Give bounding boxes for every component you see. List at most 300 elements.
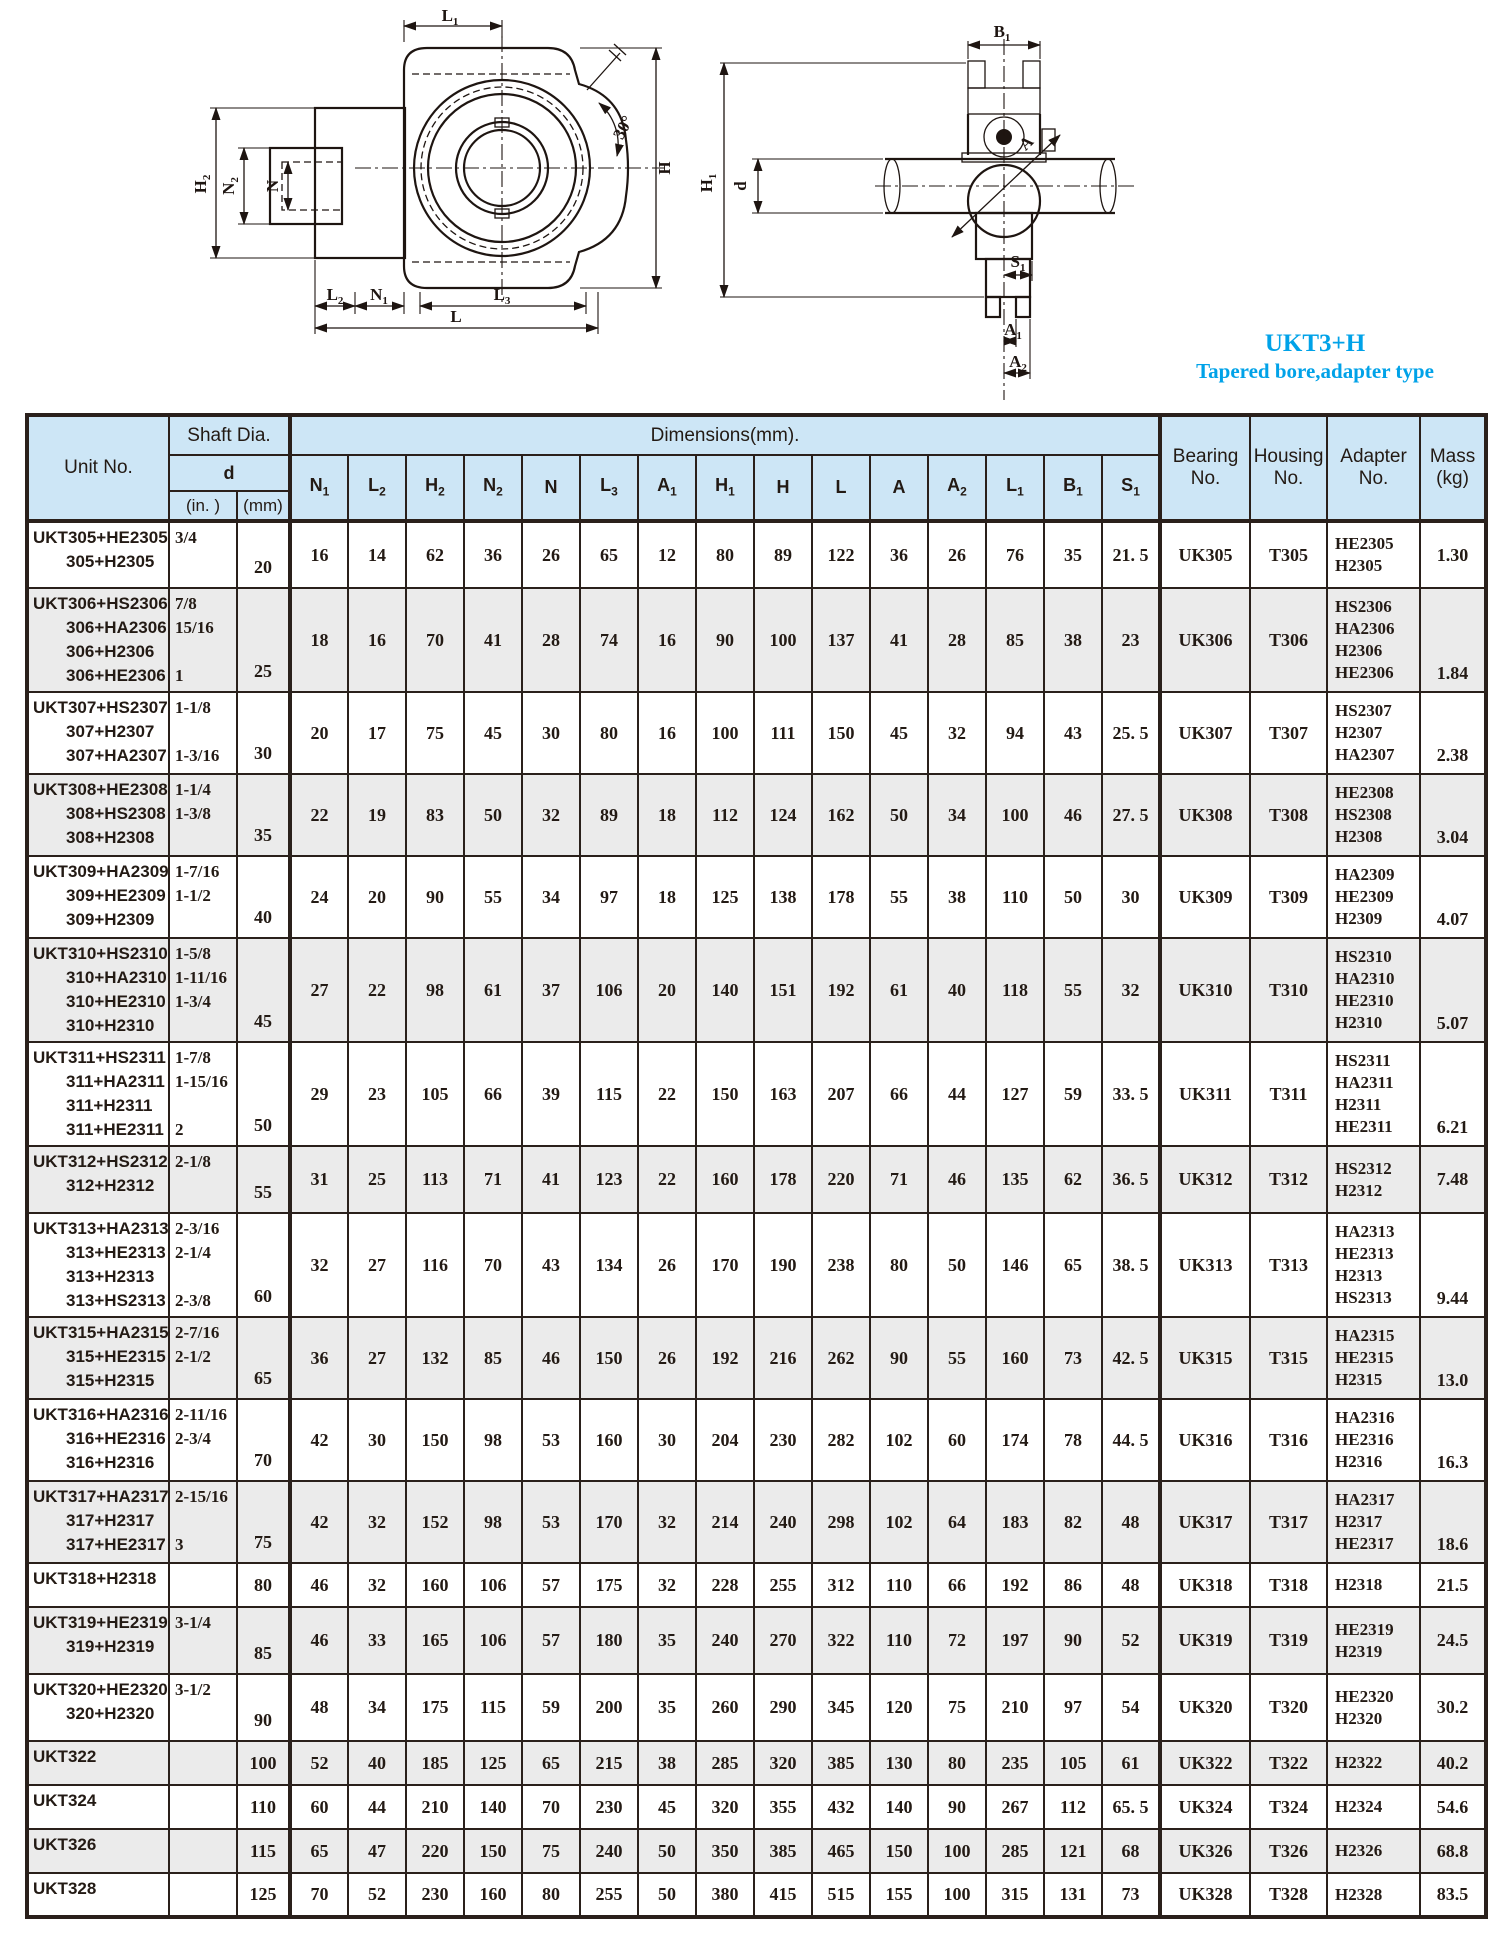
col-header-l: L <box>812 455 870 521</box>
dim-l3-cell: 115 <box>580 1042 638 1146</box>
bearing-no-cell: UK316 <box>1160 1399 1250 1481</box>
dim-a-cell: 155 <box>870 1873 928 1917</box>
dim-a2-cell: 80 <box>928 1741 986 1785</box>
unit-no-cell: UKT305+HE2305 305+H2305 <box>27 521 169 588</box>
adapter-no-cell: HA2316 HE2316 H2316 <box>1327 1399 1420 1481</box>
dim-n1-cell: 16 <box>290 521 348 588</box>
unit-no-cell: UKT328 <box>27 1873 169 1917</box>
front-housing-outline <box>270 36 665 304</box>
dim-l2-cell: 30 <box>348 1399 406 1481</box>
dim-l1-cell: 127 <box>986 1042 1044 1146</box>
col-header-a: A <box>870 455 928 521</box>
table-row-uk307 <box>27 692 1486 774</box>
dim-a1-cell: 30 <box>638 1399 696 1481</box>
product-model: UKT3+H <box>1264 330 1366 357</box>
dim-a2-cell: 38 <box>928 856 986 938</box>
dim-a1-cell: 38 <box>638 1741 696 1785</box>
bearing-no-cell: UK315 <box>1160 1317 1250 1399</box>
dim-b1-cell: 65 <box>1044 1213 1102 1317</box>
housing-no-cell: T311 <box>1250 1042 1327 1146</box>
dim-n1-cell: 70 <box>290 1873 348 1917</box>
dim-a2-cell: 100 <box>928 1829 986 1873</box>
dim-s1-cell: 21. 5 <box>1102 521 1160 588</box>
mass-cell: 68.8 <box>1420 1829 1486 1873</box>
dim-h-cell: 216 <box>754 1317 812 1399</box>
mass-cell: 5.07 <box>1420 938 1486 1042</box>
dim-l1-cell: 267 <box>986 1785 1044 1829</box>
dim-b1-cell: 73 <box>1044 1317 1102 1399</box>
mm-unit-header: (mm) <box>237 491 290 521</box>
bearing-no-cell: UK313 <box>1160 1213 1250 1317</box>
bearing-no-cell: UK306 <box>1160 588 1250 692</box>
dim-l3-cell: 80 <box>580 692 638 774</box>
dim-n-cell: 39 <box>522 1042 580 1146</box>
dim-a1-cell: 16 <box>638 588 696 692</box>
dim-n-cell: 34 <box>522 856 580 938</box>
dim-b1-cell: 62 <box>1044 1146 1102 1213</box>
shaft-dia-mm-cell: 115 <box>237 1829 290 1873</box>
dim-label-h: H <box>655 161 674 175</box>
housing-no-cell: T328 <box>1250 1873 1327 1917</box>
dim-l2-cell: 25 <box>348 1146 406 1213</box>
mass-cell: 54.6 <box>1420 1785 1486 1829</box>
dim-l1-cell: 146 <box>986 1213 1044 1317</box>
unit-no-header: Unit No. <box>27 415 169 521</box>
dim-b1-cell: 121 <box>1044 1829 1102 1873</box>
unit-no-cell: UKT312+HS2312 312+H2312 <box>27 1146 169 1213</box>
dim-a1-cell: 35 <box>638 1674 696 1741</box>
dim-h2-cell: 83 <box>406 774 464 856</box>
adapter-no-cell: HE2308 HS2308 H2308 <box>1327 774 1420 856</box>
dim-label-s1: $S_1$ <box>1010 252 1026 274</box>
shaft-dia-mm-cell: 125 <box>237 1873 290 1917</box>
dim-a2-cell: 60 <box>928 1399 986 1481</box>
dim-b1-cell: 59 <box>1044 1042 1102 1146</box>
adapter-no-cell: HS2307 H2307 HA2307 <box>1327 692 1420 774</box>
dim-a-cell: 130 <box>870 1741 928 1785</box>
dim-h1-cell: 350 <box>696 1829 754 1873</box>
shaft-dia-in-cell: 1-7/8 1-15/16 2 <box>169 1042 237 1146</box>
dim-l2-cell: 40 <box>348 1741 406 1785</box>
bearing-no-cell: UK322 <box>1160 1741 1250 1785</box>
dim-h-cell: 385 <box>754 1829 812 1873</box>
unit-no-cell: UKT319+HE2319 319+H2319 <box>27 1607 169 1674</box>
shaft-dia-in-cell: 7/8 15/16 1 <box>169 588 237 692</box>
shaft-dia-in-cell <box>169 1829 237 1873</box>
bearing-no-cell: UK324 <box>1160 1785 1250 1829</box>
dim-l1-cell: 110 <box>986 856 1044 938</box>
dim-h2-cell: 62 <box>406 521 464 588</box>
dim-label-n: N <box>263 179 282 193</box>
d-header: d <box>169 455 290 491</box>
dim-h-cell: 240 <box>754 1481 812 1563</box>
dim-h-cell: 415 <box>754 1873 812 1917</box>
dim-l3-cell: 175 <box>580 1563 638 1607</box>
dim-l2-cell: 27 <box>348 1317 406 1399</box>
housing-no-cell: T320 <box>1250 1674 1327 1741</box>
mass-cell: 6.21 <box>1420 1042 1486 1146</box>
table-row-uk328 <box>27 1873 1486 1917</box>
dim-l-cell: 162 <box>812 774 870 856</box>
dim-n2-cell: 36 <box>464 521 522 588</box>
shaft-dia-mm-cell: 20 <box>237 521 290 588</box>
side-view-drawing <box>680 5 1180 405</box>
dim-n-cell: 75 <box>522 1829 580 1873</box>
dim-h-cell: 230 <box>754 1399 812 1481</box>
col-header-n1: $N_1$ <box>290 455 348 521</box>
unit-no-cell: UKT326 <box>27 1829 169 1873</box>
housing-no-cell: T312 <box>1250 1146 1327 1213</box>
dim-a2-cell: 34 <box>928 774 986 856</box>
dim-h2-cell: 116 <box>406 1213 464 1317</box>
unit-no-cell: UKT308+HE2308 308+HS2308 308+H2308 <box>27 774 169 856</box>
shaft-dia-mm-cell: 65 <box>237 1317 290 1399</box>
dim-h1-cell: 204 <box>696 1399 754 1481</box>
housing-no-cell: T319 <box>1250 1607 1327 1674</box>
dim-a2-cell: 32 <box>928 692 986 774</box>
dim-a2-cell: 55 <box>928 1317 986 1399</box>
dim-label-h2: $H_2$ <box>191 174 213 194</box>
dim-l1-cell: 118 <box>986 938 1044 1042</box>
dim-h2-cell: 175 <box>406 1674 464 1741</box>
dim-l2-cell: 34 <box>348 1674 406 1741</box>
dim-l-cell: 432 <box>812 1785 870 1829</box>
dim-l3-cell: 215 <box>580 1741 638 1785</box>
table-row-uk306 <box>27 588 1486 692</box>
dim-a1-cell: 32 <box>638 1481 696 1563</box>
dim-a2-cell: 90 <box>928 1785 986 1829</box>
dim-a2-cell: 26 <box>928 521 986 588</box>
dim-a-cell: 80 <box>870 1213 928 1317</box>
dim-n1-cell: 46 <box>290 1563 348 1607</box>
mass-cell: 9.44 <box>1420 1213 1486 1317</box>
dim-b1-cell: 97 <box>1044 1674 1102 1741</box>
dim-h-cell: 320 <box>754 1741 812 1785</box>
shaft-dia-in-cell: 2-15/16 3 <box>169 1481 237 1563</box>
dim-s1-cell: 52 <box>1102 1607 1160 1674</box>
dim-h2-cell: 150 <box>406 1399 464 1481</box>
dim-h-cell: 138 <box>754 856 812 938</box>
dim-n-cell: 80 <box>522 1873 580 1917</box>
dim-l-cell: 345 <box>812 1674 870 1741</box>
dim-a-cell: 110 <box>870 1607 928 1674</box>
dim-l3-cell: 74 <box>580 588 638 692</box>
dim-l-cell: 515 <box>812 1873 870 1917</box>
dim-a-cell: 120 <box>870 1674 928 1741</box>
dim-h2-cell: 75 <box>406 692 464 774</box>
col-header-h: H <box>754 455 812 521</box>
dim-n1-cell: 31 <box>290 1146 348 1213</box>
dim-l3-cell: 106 <box>580 938 638 1042</box>
unit-no-cell: UKT324 <box>27 1785 169 1829</box>
adapter-no-cell: HA2309 HE2309 H2309 <box>1327 856 1420 938</box>
dim-a1-cell: 50 <box>638 1873 696 1917</box>
bearing-no-cell: UK311 <box>1160 1042 1250 1146</box>
dim-n1-cell: 29 <box>290 1042 348 1146</box>
dim-n1-cell: 32 <box>290 1213 348 1317</box>
housing-no-cell: T310 <box>1250 938 1327 1042</box>
dim-h1-cell: 285 <box>696 1741 754 1785</box>
unit-no-cell: UKT322 <box>27 1741 169 1785</box>
dim-l1-cell: 197 <box>986 1607 1044 1674</box>
table-row-uk318 <box>27 1563 1486 1607</box>
housing-no-cell: T309 <box>1250 856 1327 938</box>
housing-no-cell: T307 <box>1250 692 1327 774</box>
dim-n-cell: 28 <box>522 588 580 692</box>
dim-h-cell: 100 <box>754 588 812 692</box>
dim-h2-cell: 230 <box>406 1873 464 1917</box>
shaft-dia-in-cell: 1-7/16 1-1/2 <box>169 856 237 938</box>
shaft-dia-mm-cell: 60 <box>237 1213 290 1317</box>
dim-a1-cell: 20 <box>638 938 696 1042</box>
dim-a2-cell: 100 <box>928 1873 986 1917</box>
dim-n2-cell: 150 <box>464 1829 522 1873</box>
dim-h1-cell: 192 <box>696 1317 754 1399</box>
dim-h-cell: 190 <box>754 1213 812 1317</box>
dim-n1-cell: 48 <box>290 1674 348 1741</box>
dim-l-cell: 207 <box>812 1042 870 1146</box>
dim-s1-cell: 73 <box>1102 1873 1160 1917</box>
dim-h1-cell: 380 <box>696 1873 754 1917</box>
adapter-no-cell: H2324 <box>1327 1785 1420 1829</box>
dim-l2-cell: 17 <box>348 692 406 774</box>
dim-n1-cell: 27 <box>290 938 348 1042</box>
dim-l2-cell: 47 <box>348 1829 406 1873</box>
dim-n-cell: 37 <box>522 938 580 1042</box>
table-row-uk315 <box>27 1317 1486 1399</box>
dim-h2-cell: 105 <box>406 1042 464 1146</box>
dim-h1-cell: 100 <box>696 692 754 774</box>
unit-no-cell: UKT307+HS2307 307+H2307 307+HA2307 <box>27 692 169 774</box>
bearing-no-cell: UK317 <box>1160 1481 1250 1563</box>
dim-n-cell: 59 <box>522 1674 580 1741</box>
dim-s1-cell: 54 <box>1102 1674 1160 1741</box>
side-section-outline <box>875 39 1135 400</box>
dim-h1-cell: 140 <box>696 938 754 1042</box>
dim-label-n1: $N_1$ <box>370 285 388 307</box>
housing-no-cell: T315 <box>1250 1317 1327 1399</box>
dim-a1-cell: 26 <box>638 1213 696 1317</box>
mass-cell: 1.30 <box>1420 521 1486 588</box>
product-type-label: Tapered bore,adapter type <box>1196 359 1434 383</box>
dim-b1-cell: 82 <box>1044 1481 1102 1563</box>
col-header-h1: $H_1$ <box>696 455 754 521</box>
adapter-no-cell: HE2320 H2320 <box>1327 1674 1420 1741</box>
dim-l-cell: 385 <box>812 1741 870 1785</box>
dim-l3-cell: 200 <box>580 1674 638 1741</box>
dim-a1-cell: 32 <box>638 1563 696 1607</box>
unit-no-cell: UKT309+HA2309 309+HE2309 309+H2309 <box>27 856 169 938</box>
dim-h1-cell: 112 <box>696 774 754 856</box>
adapter-no-cell: HA2313 HE2313 H2313 HS2313 <box>1327 1213 1420 1317</box>
shaft-dia-mm-cell: 35 <box>237 774 290 856</box>
dim-l-cell: 137 <box>812 588 870 692</box>
dim-a1-cell: 18 <box>638 856 696 938</box>
dim-l1-cell: 235 <box>986 1741 1044 1785</box>
dim-l3-cell: 134 <box>580 1213 638 1317</box>
adapter-no-header: Adapter No. <box>1327 415 1420 521</box>
dim-l2-cell: 44 <box>348 1785 406 1829</box>
dim-label-h1: $H_1$ <box>697 173 719 193</box>
dim-label-l: L <box>450 307 462 326</box>
housing-no-cell: T317 <box>1250 1481 1327 1563</box>
dim-h1-cell: 125 <box>696 856 754 938</box>
dim-n-cell: 26 <box>522 521 580 588</box>
shaft-dia-in-cell: 1-1/8 1-3/16 <box>169 692 237 774</box>
dim-n1-cell: 42 <box>290 1481 348 1563</box>
bearing-no-cell: UK308 <box>1160 774 1250 856</box>
dim-l1-cell: 135 <box>986 1146 1044 1213</box>
shaft-dia-mm-cell: 70 <box>237 1399 290 1481</box>
dim-l1-cell: 100 <box>986 774 1044 856</box>
dim-l2-cell: 27 <box>348 1213 406 1317</box>
shaft-dia-in-cell: 2-7/16 2-1/2 <box>169 1317 237 1399</box>
table-row-uk324 <box>27 1785 1486 1829</box>
dim-h2-cell: 132 <box>406 1317 464 1399</box>
mass-header: Mass (kg) <box>1420 415 1486 521</box>
bearing-no-cell: UK319 <box>1160 1607 1250 1674</box>
dim-h-cell: 111 <box>754 692 812 774</box>
dim-h2-cell: 90 <box>406 856 464 938</box>
dim-n2-cell: 115 <box>464 1674 522 1741</box>
dim-l1-cell: 85 <box>986 588 1044 692</box>
mass-cell: 83.5 <box>1420 1873 1486 1917</box>
dim-b1-cell: 55 <box>1044 938 1102 1042</box>
table-row-uk326 <box>27 1829 1486 1873</box>
col-header-a2: $A_2$ <box>928 455 986 521</box>
dim-label-n2: $N_2$ <box>219 177 241 195</box>
adapter-no-cell: H2322 <box>1327 1741 1420 1785</box>
adapter-no-cell: HS2311 HA2311 H2311 HE2311 <box>1327 1042 1420 1146</box>
unit-no-cell: UKT316+HA2316 316+HE2316 316+H2316 <box>27 1399 169 1481</box>
dim-n2-cell: 125 <box>464 1741 522 1785</box>
dim-h1-cell: 214 <box>696 1481 754 1563</box>
dim-n2-cell: 71 <box>464 1146 522 1213</box>
table-row-uk308 <box>27 774 1486 856</box>
dim-label-a2: $A_2$ <box>1009 352 1027 374</box>
adapter-no-cell: HA2317 H2317 HE2317 <box>1327 1481 1420 1563</box>
dim-l2-cell: 19 <box>348 774 406 856</box>
housing-no-cell: T305 <box>1250 521 1327 588</box>
col-header-a1: $A_1$ <box>638 455 696 521</box>
dim-label-l1: $L_1$ <box>441 8 459 28</box>
dim-s1-cell: 23 <box>1102 588 1160 692</box>
dim-s1-cell: 27. 5 <box>1102 774 1160 856</box>
dim-l3-cell: 89 <box>580 774 638 856</box>
dim-b1-cell: 50 <box>1044 856 1102 938</box>
mass-cell: 13.0 <box>1420 1317 1486 1399</box>
shaft-dia-in-cell: 1-1/4 1-3/8 <box>169 774 237 856</box>
dim-b1-cell: 43 <box>1044 692 1102 774</box>
dim-h1-cell: 228 <box>696 1563 754 1607</box>
mass-cell: 21.5 <box>1420 1563 1486 1607</box>
table-row-uk317 <box>27 1481 1486 1563</box>
unit-no-cell: UKT313+HA2313 313+HE2313 313+H2313 313+HS2313 <box>27 1213 169 1317</box>
adapter-no-cell: HE2319 H2319 <box>1327 1607 1420 1674</box>
table-row-uk319 <box>27 1607 1486 1674</box>
col-header-n: N <box>522 455 580 521</box>
dim-l1-cell: 210 <box>986 1674 1044 1741</box>
dim-l2-cell: 32 <box>348 1563 406 1607</box>
dim-l3-cell: 230 <box>580 1785 638 1829</box>
table-row-uk312 <box>27 1146 1486 1213</box>
dim-s1-cell: 61 <box>1102 1741 1160 1785</box>
mass-cell: 2.38 <box>1420 692 1486 774</box>
dim-n-cell: 57 <box>522 1607 580 1674</box>
dimensions-header: Dimensions(mm). <box>290 415 1160 455</box>
dim-a-cell: 71 <box>870 1146 928 1213</box>
table-row-uk313 <box>27 1213 1486 1317</box>
adapter-no-cell: H2326 <box>1327 1829 1420 1873</box>
dim-s1-cell: 30 <box>1102 856 1160 938</box>
unit-no-cell: UKT315+HA2315 315+HE2315 315+H2315 <box>27 1317 169 1399</box>
dim-a2-cell: 28 <box>928 588 986 692</box>
dim-l-cell: 238 <box>812 1213 870 1317</box>
dim-s1-cell: 32 <box>1102 938 1160 1042</box>
table-row-uk305 <box>27 521 1486 588</box>
dim-l-cell: 192 <box>812 938 870 1042</box>
shaft-dia-in-cell <box>169 1785 237 1829</box>
dim-n-cell: 53 <box>522 1399 580 1481</box>
shaft-dia-in-cell: 3-1/2 <box>169 1674 237 1741</box>
dim-h1-cell: 80 <box>696 521 754 588</box>
dim-l2-cell: 20 <box>348 856 406 938</box>
col-header-l3: $L_3$ <box>580 455 638 521</box>
dim-l1-cell: 192 <box>986 1563 1044 1607</box>
bearing-no-cell: UK320 <box>1160 1674 1250 1741</box>
bearing-no-cell: UK310 <box>1160 938 1250 1042</box>
dim-l2-cell: 16 <box>348 588 406 692</box>
shaft-dia-mm-cell: 55 <box>237 1146 290 1213</box>
bearing-no-header: Bearing No. <box>1160 415 1250 521</box>
dim-n-cell: 46 <box>522 1317 580 1399</box>
dim-n1-cell: 52 <box>290 1741 348 1785</box>
dim-label-l2: $L_2$ <box>326 285 344 307</box>
dim-a-cell: 102 <box>870 1399 928 1481</box>
table-row-uk311 <box>27 1042 1486 1146</box>
dim-label-a: A <box>1015 131 1038 155</box>
dim-n-cell: 43 <box>522 1213 580 1317</box>
dim-l3-cell: 65 <box>580 521 638 588</box>
front-dimensions <box>191 8 674 334</box>
dim-b1-cell: 131 <box>1044 1873 1102 1917</box>
dim-n2-cell: 140 <box>464 1785 522 1829</box>
mass-cell: 16.3 <box>1420 1399 1486 1481</box>
unit-no-cell: UKT311+HS2311 311+HA2311 311+H2311 311+HE2311 <box>27 1042 169 1146</box>
shaft-dia-in-cell <box>169 1563 237 1607</box>
dim-n-cell: 57 <box>522 1563 580 1607</box>
dim-a1-cell: 26 <box>638 1317 696 1399</box>
adapter-no-cell: HS2310 HA2310 HE2310 H2310 <box>1327 938 1420 1042</box>
dim-s1-cell: 48 <box>1102 1563 1160 1607</box>
dim-a2-cell: 44 <box>928 1042 986 1146</box>
dim-b1-cell: 112 <box>1044 1785 1102 1829</box>
mass-cell: 40.2 <box>1420 1741 1486 1785</box>
dim-n2-cell: 55 <box>464 856 522 938</box>
adapter-no-cell: HS2306 HA2306 H2306 HE2306 <box>1327 588 1420 692</box>
dim-h1-cell: 170 <box>696 1213 754 1317</box>
dim-h2-cell: 210 <box>406 1785 464 1829</box>
dim-l3-cell: 150 <box>580 1317 638 1399</box>
col-header-l2: $L_2$ <box>348 455 406 521</box>
dim-l3-cell: 180 <box>580 1607 638 1674</box>
shaft-dia-mm-cell: 50 <box>237 1042 290 1146</box>
col-header-n2: $N_2$ <box>464 455 522 521</box>
dim-h-cell: 151 <box>754 938 812 1042</box>
housing-no-cell: T322 <box>1250 1741 1327 1785</box>
dim-a-cell: 150 <box>870 1829 928 1873</box>
dim-n2-cell: 98 <box>464 1399 522 1481</box>
